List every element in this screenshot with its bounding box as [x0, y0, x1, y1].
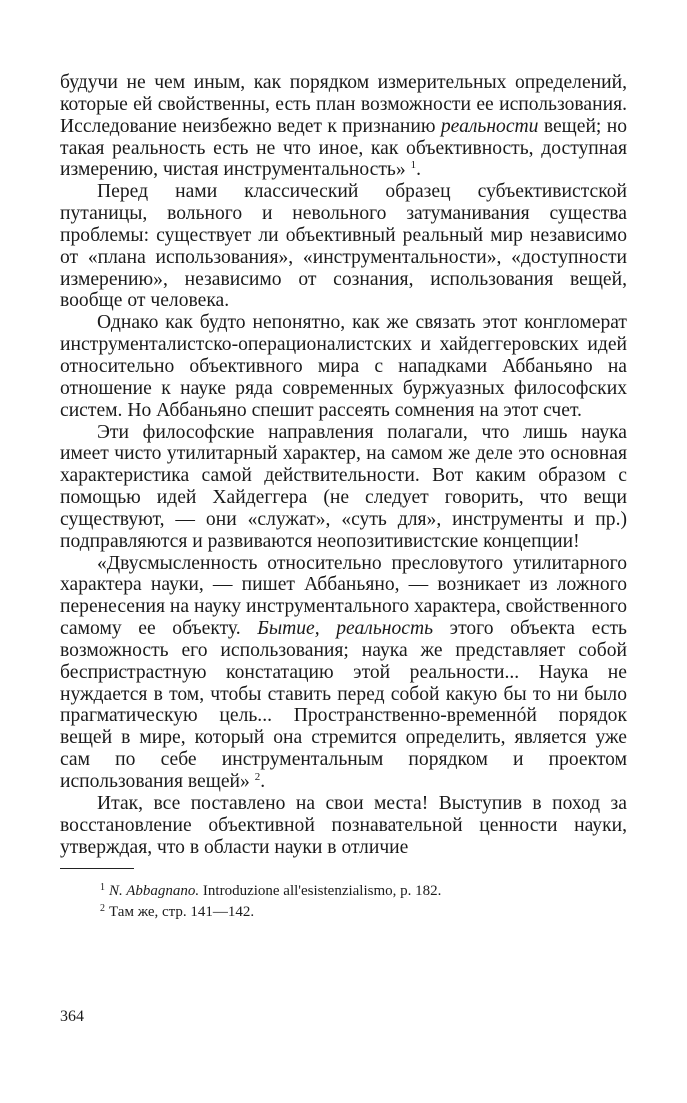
page-number: 364 [60, 1008, 84, 1025]
text-run: этого объекта есть возможность его использования; наука же представляет собой беспристрастную констатацию этой реальности... Наука не нуждается в том, чтобы ставить перед собой какую бы то ни было прагматическую цель... Пространственно-временнóй порядок вещей в мире, который она стремится определить, является уже сам по себе инструментальным порядком и проектом использования вещей» [60, 618, 627, 792]
footnotes [60, 879, 627, 921]
main-text [60, 72, 627, 858]
text-run: вещей; но такая реальность есть не что иное, как объективность, доступная измерению, чистая инструментальность» [60, 115, 627, 181]
footnote [60, 879, 627, 900]
text-run: . [416, 159, 421, 181]
footnote-number: 2 [100, 903, 105, 915]
paragraph [60, 793, 627, 859]
footnote-ref: 2 [254, 771, 261, 783]
emphasis-text: Бытие, реальность [257, 618, 434, 640]
footnote-text: Introduzione all'esistenzialismo, p. 182. [199, 883, 442, 900]
text-run: Перед нами классический образец субъективистской путаницы, вольного и невольного затуманивания существа проблемы: существует ли объективный реальный мир независимо от «плана использования», «инструментальности», «доступности измерению», независимо от сознания, использования вещей, вообще от человека. [60, 181, 627, 312]
paragraph [60, 72, 627, 181]
text-run: «Двусмысленность относительно пресловутого утилитарного характера науки, — пишет Аббаньяно, — возникает из ложного перенесения на науку инструментального характера, свойственного самому ее объекту. [60, 552, 627, 640]
footnote-number: 1 [100, 882, 105, 894]
paragraph [60, 422, 627, 553]
text-run: Эти философские направления полагали, что лишь наука имеет чисто утилитарный характер, на самом же деле это основная характеристика самой действительности. Вот каким образом с помощью идей Хайдеггера (не следует говорить, что вещи существуют, — они «служат», «суть для», инструменты и пр.) подправляются и развиваются неопозитивистские концепции! [60, 421, 627, 552]
page-body [60, 72, 627, 921]
paragraph [60, 181, 627, 312]
footnote-text: Там же, стр. 141—142. [109, 904, 255, 921]
footnote-author: N. Abbagnano. [109, 883, 200, 900]
footnote-ref: 1 [410, 159, 417, 172]
paragraph [60, 553, 627, 793]
text-run: . [260, 771, 266, 792]
footnote [60, 900, 627, 921]
text-run: Однако как будто непонятно, как же связать этот конгломерат инструменталистско-операционалистских и хайдеггеровских идей относительно объективного мира с нападками Аббаньяно на отношение к науке ряда современных буржуазных философских систем. Но Аббаньяно спешит рассеять сомнения на этот счет. [60, 312, 627, 421]
paragraph [60, 312, 627, 421]
footnote-divider [60, 868, 134, 869]
text-run: Итак, все поставлено на свои места! Выступив в поход за восстановление объективной познавательной ценности науки, утверждая, что в области науки в отличие [60, 792, 627, 858]
emphasis-text: реальности [440, 115, 539, 137]
text-run: будучи не чем иным, как порядком измерительных определений, которые ей свойственны, есть план возможности ее использования. Исследование неизбежно ведет к признанию [60, 72, 627, 137]
